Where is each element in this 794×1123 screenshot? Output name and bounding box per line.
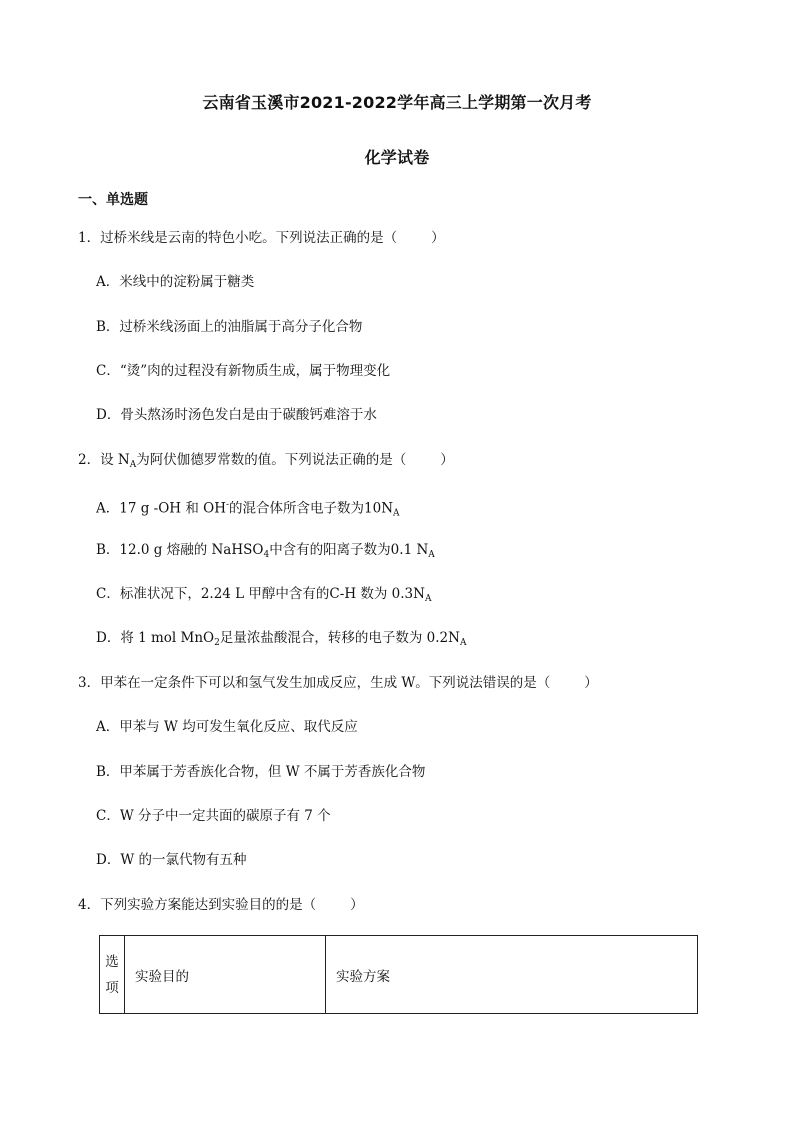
- option-text: 中含有的阳离子数为0.1 N: [269, 542, 429, 558]
- question-number: 3．: [78, 675, 101, 691]
- option-sub: A: [428, 550, 435, 560]
- option-sub: A: [393, 508, 400, 519]
- question-stem-sub: A: [129, 460, 137, 470]
- option-sub: A: [424, 594, 432, 604]
- question-paren-close: ）: [350, 897, 364, 913]
- q2-option-a: [96, 496, 400, 518]
- q3-option-b: B．甲苯属于芳香族化合物，但 W 不属于芳香族化合物: [96, 764, 426, 780]
- q3-option-d: D．W 的一氯代物有五种: [96, 852, 247, 868]
- experiment-table: [99, 935, 698, 1014]
- question-stem-post: 为阿伏伽德罗常数的值。下列说法正确的是（: [136, 452, 407, 468]
- question-stem: 甲苯在一定条件下可以和氢气发生加成反应，生成 W。下列说法错误的是（: [100, 675, 551, 691]
- option-sup: -: [225, 500, 230, 510]
- exam-title: 云南省玉溪市2021-2022学年高三上学期第一次月考: [202, 93, 592, 112]
- q3-option-c: C．W 分子中一定共面的碳原子有 7 个: [96, 808, 331, 824]
- question-number: 1．: [78, 230, 101, 246]
- option-text: B．12.0 g 熔融的 NaHSO: [96, 542, 264, 558]
- question-stem: 过桥米线是云南的特色小吃。下列说法正确的是（: [100, 230, 398, 246]
- section-heading: 一、单选题: [78, 192, 148, 208]
- q1-option-c: C．“烫”肉的过程没有新物质生成，属于物理变化: [96, 363, 391, 379]
- question-1: [78, 229, 445, 247]
- option-text: 足量浓盐酸混合，转移的电子数为 0.2N: [219, 630, 460, 646]
- table-header-option: [100, 936, 125, 1014]
- question-paren-close: ）: [431, 230, 445, 246]
- question-paren-close: ）: [440, 452, 454, 468]
- table-header-row: [100, 936, 698, 1014]
- option-sub: 4: [263, 550, 270, 560]
- q2-option-d: [96, 629, 466, 647]
- q3-option-a: A．甲苯与 W 均可发生氧化反应、取代反应: [96, 719, 358, 735]
- question-number: 4．: [78, 897, 101, 913]
- table-header-plan: 实验方案: [326, 936, 698, 1014]
- question-3: [78, 674, 598, 692]
- exam-subtitle: 化学试卷: [364, 148, 430, 167]
- option-text: A．17 g -OH 和 OH: [96, 500, 226, 517]
- option-text: 的混合体所含电子数为10N: [229, 500, 394, 517]
- q1-option-a: A．米线中的淀粉属于糖类: [96, 274, 255, 290]
- option-sub: A: [459, 638, 467, 648]
- option-text: D．将 1 mol MnO: [96, 630, 215, 646]
- question-2: [78, 451, 454, 469]
- option-text: C．标准状况下，2.24 L 甲醇中含有的C-H 数为 0.3N: [96, 586, 425, 602]
- q2-option-c: [96, 585, 431, 603]
- question-paren-close: ）: [584, 675, 598, 691]
- question-stem-pre: 设 N: [100, 452, 130, 468]
- q1-option-d: D．骨头熬汤时汤色发白是由于碳酸钙难溶于水: [96, 407, 377, 423]
- question-number: 2．: [78, 452, 101, 468]
- q2-option-b: [96, 541, 435, 559]
- option-sub: 2: [214, 638, 220, 648]
- question-stem: 下列实验方案能达到实验目的的是（: [100, 897, 317, 913]
- table-header-option-text: 选项: [105, 953, 119, 996]
- table-header-purpose: 实验目的: [125, 936, 326, 1014]
- q1-option-b: B．过桥米线汤面上的油脂属于高分子化合物: [96, 319, 363, 335]
- question-4: [78, 896, 364, 914]
